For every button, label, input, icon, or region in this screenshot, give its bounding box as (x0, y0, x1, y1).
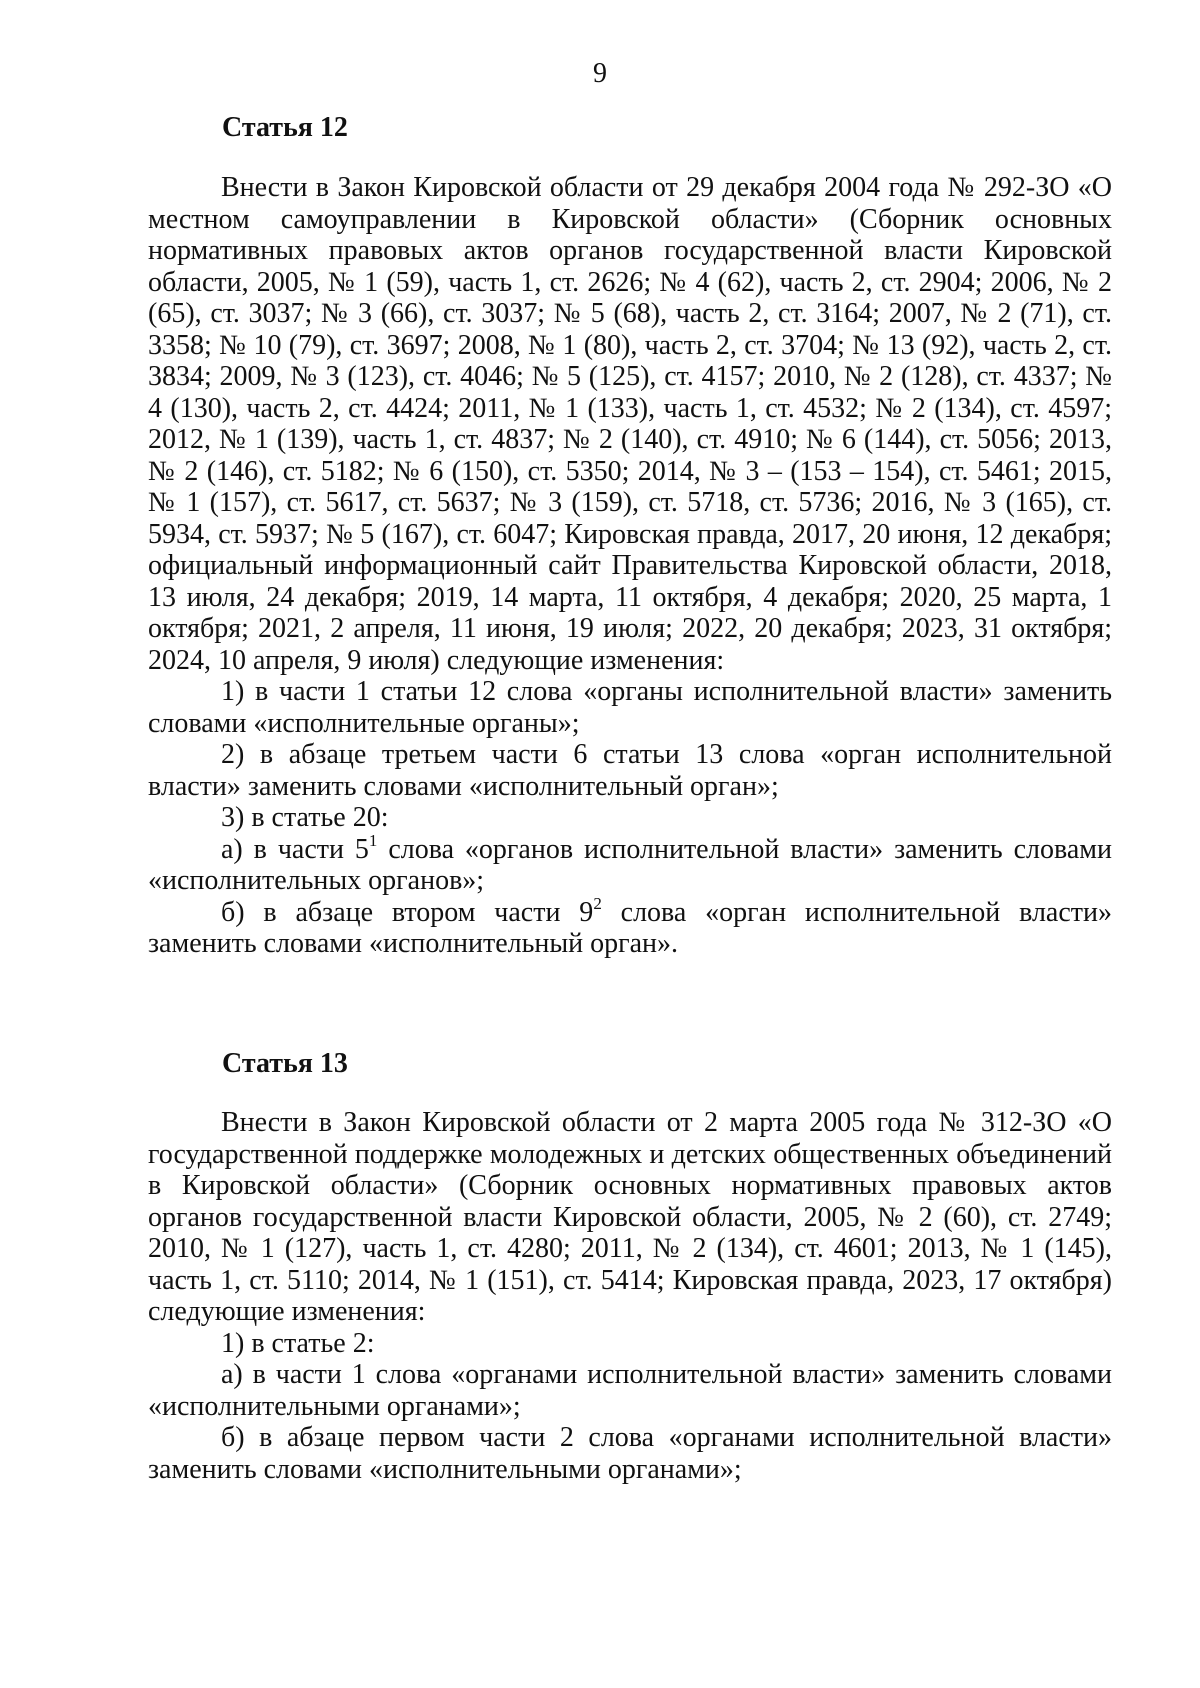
page-number: 9 (593, 58, 607, 89)
article-13-item-1: 1) в статье 2: (221, 1327, 375, 1359)
article-12-item-1: 1) в части 1 статьи 12 слова «органы исполнительной власти» заменить словами «исполнительные органы»; (148, 676, 1112, 739)
article-12-item-3b: б) в абзаце втором части $9^2$ слова «орган исполнительной власти» заменить словами «исполнительный орган». (148, 893, 1112, 959)
article-13-intro: Внести в Закон Кировской области от 2 марта 2005 года № 312-ЗО «О государственной поддержке молодежных и детских общественных объединений в Кировской области» (Сборник основных нормативных правовых актов органов государственной власти Кировской области, 2005, № 2 (60), ст. 2749; 2010, № 1 (127), часть 1, ст. 4280; 2011, № 2 (134), ст. 4601; 2013, № 1 (145), часть 1, ст. 5110; 2014, № 1 (151), ст. 5414; Кировская правда, 2023, 17 октября) следующие изменения: (148, 1107, 1112, 1327)
article-12-item-2: 2) в абзаце третьем части 6 статьи 13 слова «орган исполнительной власти» заменить словами «исполнительный орган»; (148, 739, 1112, 802)
article-12-heading: Статья 12 (222, 112, 348, 143)
article-13-body (148, 1107, 1112, 1485)
article-12-item-3: 3) в статье 20: (221, 802, 389, 833)
article-13-item-1a: а) в части 1 слова «органами исполнительной власти» заменить словами «исполнительными органами»; (148, 1359, 1112, 1422)
article-12-intro: Внести в Закон Кировской области от 29 декабря 2004 года № 292-ЗО «О местном самоуправлении в Кировской области» (Сборник основных нормативных правовых актов органов государственной власти Кировской области, 2005, № 1 (59), часть 1, ст. 2626; № 4 (62), часть 2, ст. 2904; 2006, № 2 (65), ст. 3037; № 3 (66), ст. 3037; № 5 (68), часть 2, ст. 3164; 2007, № 2 (71), ст. 3358; № 10 (79), ст. 3697; 2008, № 1 (80), часть 2, ст. 3704; № 13 (92), часть 2, ст. 3834; 2009, № 3 (123), ст. 4046; № 5 (125), ст. 4157; 2010, № 2 (128), ст. 4337; № 4 (130), часть 2, ст. 4424; 2011, № 1 (133), часть 1, ст. 4532; № 2 (134), ст. 4597; 2012, № 1 (139), часть 1, ст. 4837; № 2 (140), ст. 4910; № 6 (144), ст. 5056; 2013, № 2 (146), ст. 5182; № 6 (150), ст. 5350; 2014, № 3 – (153 – 154), ст. 5461; 2015, № 1 (157), ст. 5617, ст. 5637; № 3 (159), ст. 5718, ст. 5736; 2016, № 3 (165), ст. 5934, ст. 5937; № 5 (167), ст. 6047; Кировская правда, 2017, 20 июня, 12 декабря; официальный информационный сайт Правительства Кировской области, 2018, 13 июля, 24 декабря; 2019, 14 марта, 11 октября, 4 декабря; 2020, 25 марта, 1 октября; 2021, 2 апреля, 11 июня, 19 июля; 2022, 20 декабря; 2023, 31 октября; 2024, 10 апреля, 9 июля) следующие изменения: (148, 172, 1112, 676)
article-13-item-1b: б) в абзаце первом части 2 слова «органами исполнительной власти» заменить словами «исполнительными органами»; (148, 1422, 1112, 1485)
article-13-heading: Статья 13 (222, 1048, 348, 1079)
article-12-item-3a: а) в части $5^1$ слова «органов исполнительной власти» заменить словами «исполнительных органов»; (148, 830, 1112, 896)
article-12-body (148, 172, 1112, 960)
